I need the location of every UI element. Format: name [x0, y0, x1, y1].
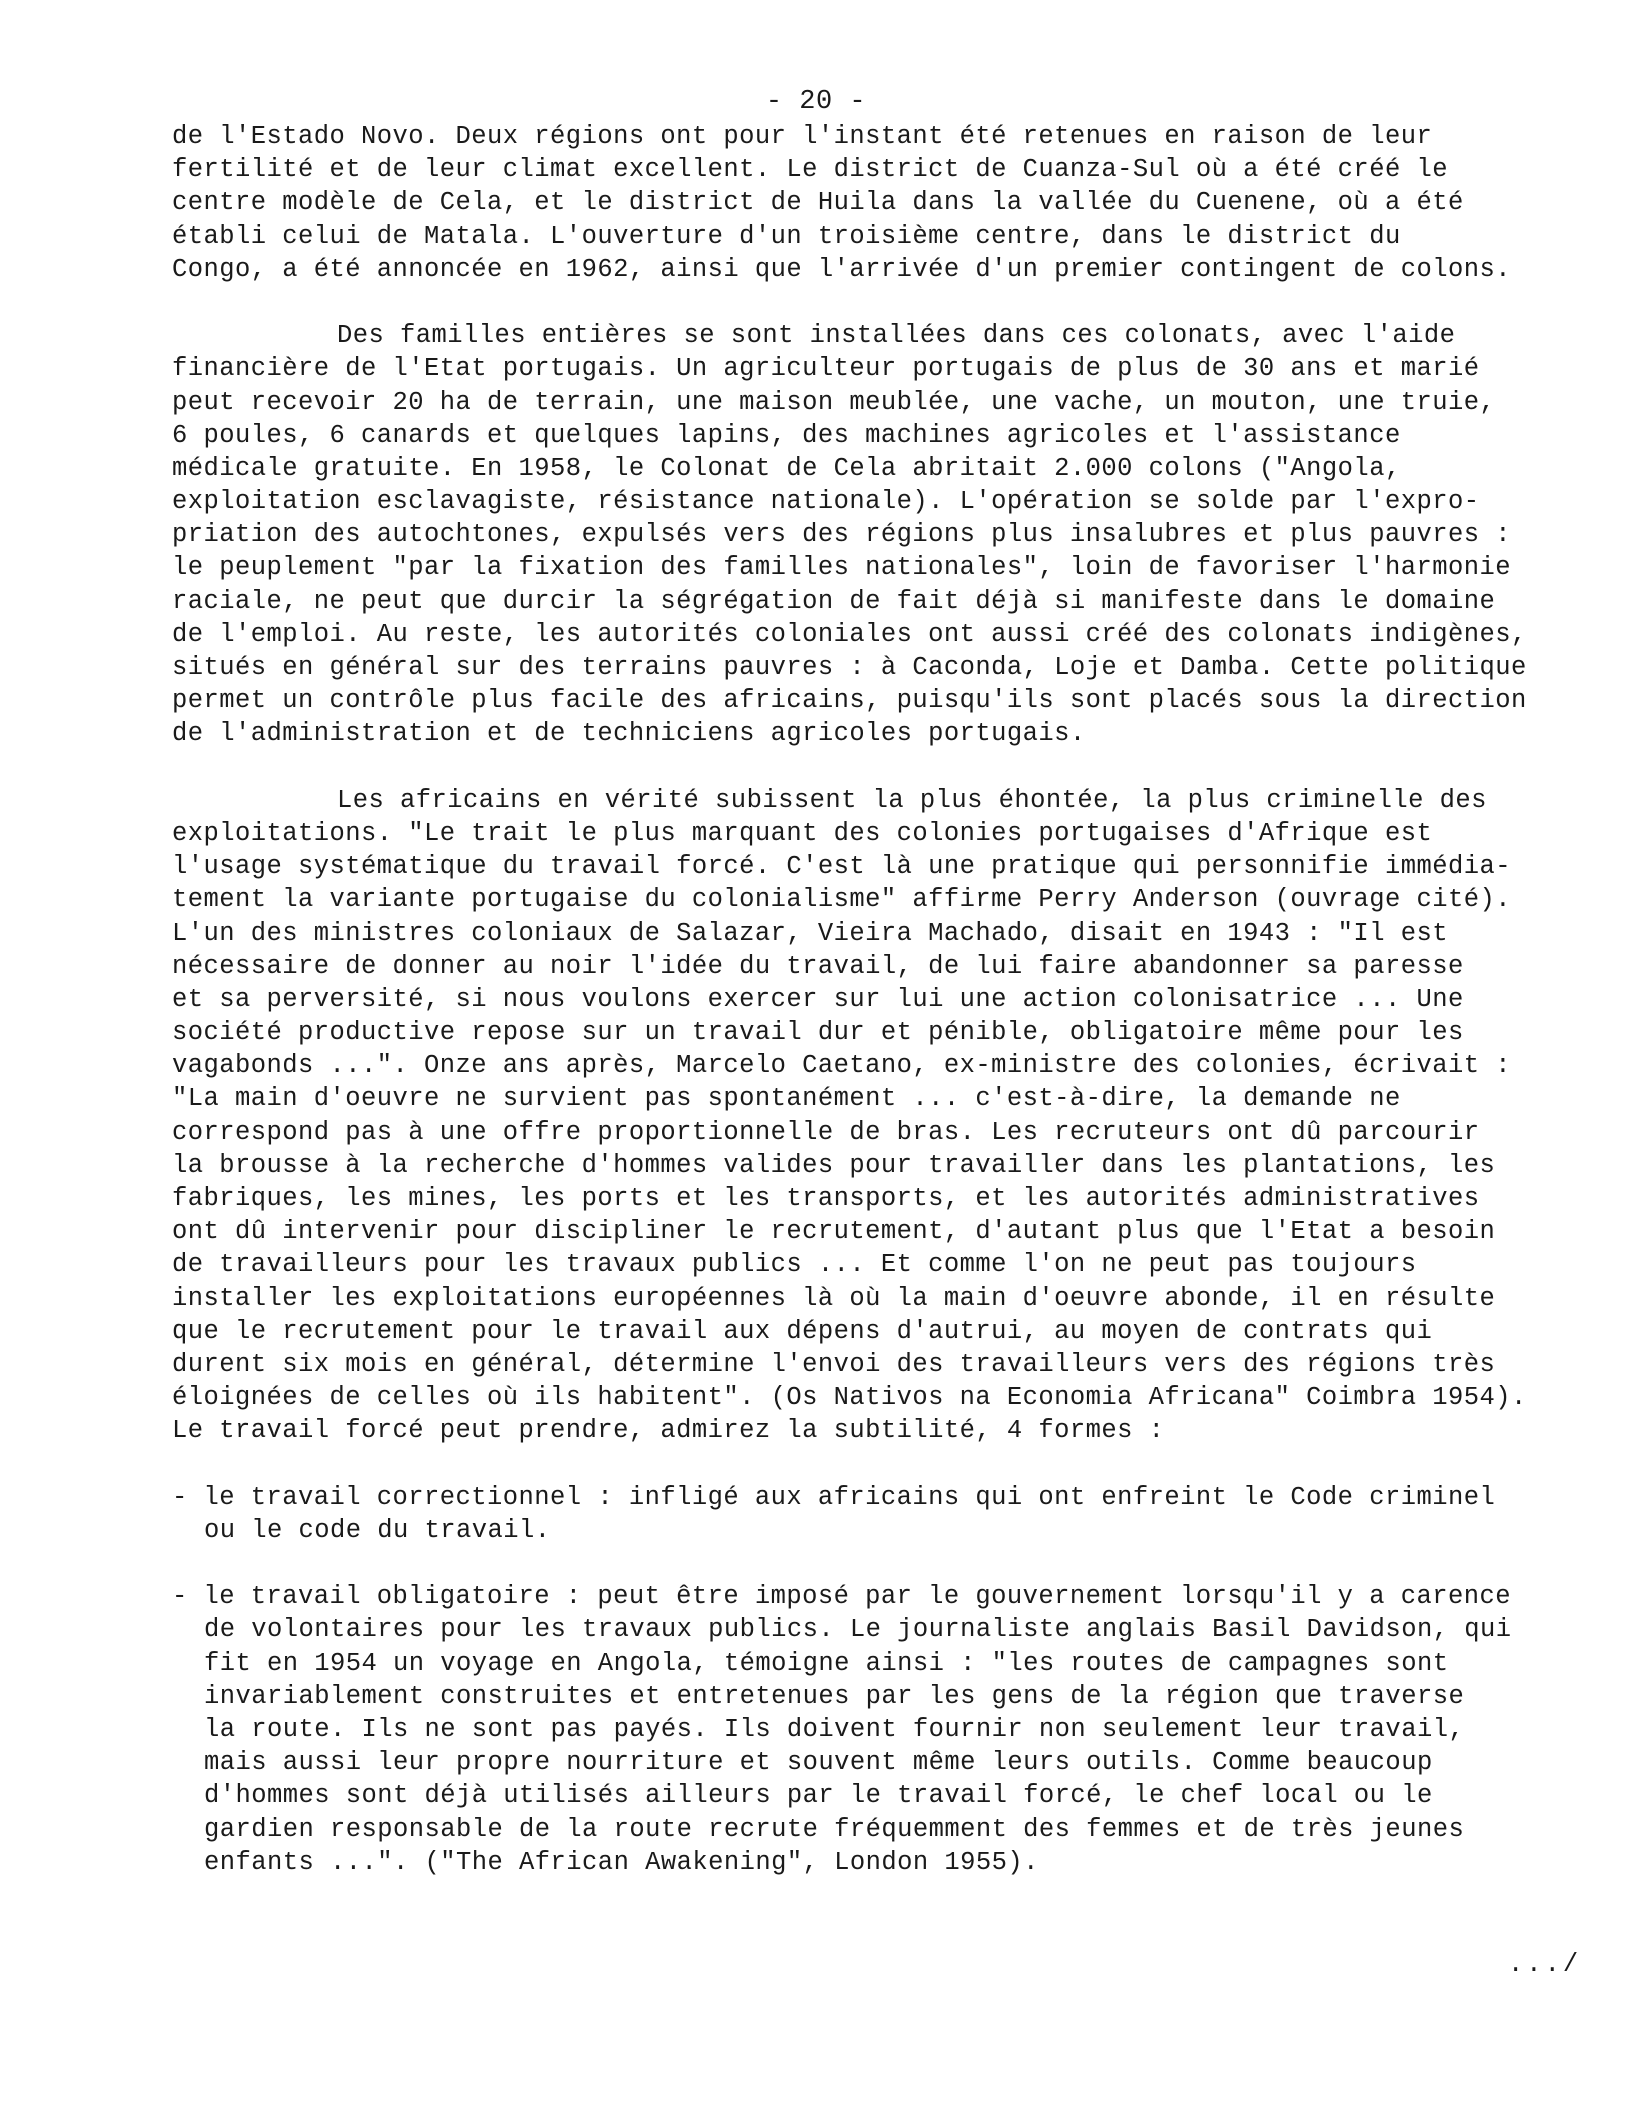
page-number: - 20 -: [765, 87, 867, 117]
text-line: nécessaire de donner au noir l'idée du travail, de lui faire abandonner sa paresse: [172, 951, 1464, 981]
text-line: raciale, ne peut que durcir la ségrégation de fait déjà si manifeste dans le domaine: [172, 586, 1496, 616]
text-line: priation des autochtones, expulsés vers des régions plus insalubres et plus pauvres :: [172, 520, 1511, 550]
text-line: situés en général sur des terrains pauvres : à Caconda, Loje et Damba. Cette politique: [172, 653, 1527, 682]
text-line: installer les exploitations européennes là où la main d'oeuvre abonde, il en résulte: [172, 1283, 1496, 1313]
text-line: L'un des ministres coloniaux de Salazar, Vieira Machado, disait en 1943 : "Il est: [172, 918, 1448, 948]
text-line: vagabonds ...". Onze ans après, Marcelo Caetano, ex-ministre des colonies, écrivait :: [172, 1051, 1511, 1081]
text-line: correspond pas à une offre proportionnelle de bras. Les recruteurs ont dû parcourir: [172, 1117, 1480, 1147]
text-line: Le travail forcé peut prendre, admirez la subtilité, 4 formes :: [172, 1416, 1165, 1446]
text-line: de travailleurs pour les travaux publics ... Et comme l'on ne peut pas toujours: [172, 1250, 1417, 1280]
text-line: invariablement construites et entretenues par les gens de la région que traverse: [204, 1681, 1465, 1711]
text-line: de l'Estado Novo. Deux régions ont pour l'instant été retenues en raison de leur: [172, 122, 1433, 151]
document-body: [172, 120, 1612, 1879]
paragraph-gap: [172, 751, 1612, 784]
text-line: centre modèle de Cela, et le district de Huila dans la vallée du Cuenene, où a été: [172, 188, 1464, 218]
text-line: gardien responsable de la route recrute fréquemment des femmes et de très jeunes: [204, 1814, 1465, 1844]
text-line: durent six mois en général, détermine l'envoi des travailleurs vers des régions très: [172, 1349, 1496, 1379]
text-line: de l'emploi. Au reste, les autorités coloniales ont aussi créé des colonats indigènes,: [172, 619, 1527, 649]
paragraph-2: [172, 319, 1612, 750]
text-line: - le travail obligatoire : peut être imposé par le gouvernement lorsqu'il y a carence: [172, 1582, 1511, 1612]
text-line: établi celui de Matala. L'ouverture d'un troisième centre, dans le district du: [172, 221, 1401, 251]
bullet-item-obligatoire: [172, 1580, 1612, 1879]
text-line: Les africains en vérité subissent la plus éhontée, la plus criminelle des: [337, 785, 1487, 815]
text-line: le peuplement "par la fixation des familles nationales", loin de favoriser l'harmonie: [172, 553, 1511, 583]
text-line: médicale gratuite. En 1958, le Colonat de Cela abritait 2.000 colons ("Angola,: [172, 453, 1401, 483]
text-line: la brousse à la recherche d'hommes valides pour travailler dans les plantations, les: [172, 1150, 1496, 1180]
text-line: éloignées de celles où ils habitent". (Os Nativos na Economia Africana" Coimbra 1954).: [172, 1383, 1527, 1413]
text-line: la route. Ils ne sont pas payés. Ils doivent fournir non seulement leur travail,: [204, 1715, 1465, 1744]
text-line: enfants ...". ("The African Awakening", London 1955).: [204, 1847, 1039, 1877]
bullet-item-correctionnel: [172, 1481, 1612, 1547]
text-line: l'usage systématique du travail forcé. C'est là une pratique qui personnifie immédia-: [172, 852, 1511, 882]
paragraph-3: [172, 784, 1612, 1448]
text-line: tement la variante portugaise du colonialisme" affirme Perry Anderson (ouvrage cité).: [172, 885, 1511, 915]
text-line: d'hommes sont déjà utilisés ailleurs par le travail forcé, le chef local ou le: [204, 1781, 1433, 1811]
paragraph-gap: [172, 1547, 1612, 1580]
text-line: de l'administration et de techniciens agricoles portugais.: [172, 719, 1086, 749]
text-line: ou le code du travail.: [204, 1515, 551, 1545]
text-line: ont dû intervenir pour discipliner le recrutement, d'autant plus que l'Etat a besoin: [172, 1217, 1496, 1247]
text-line: permet un contrôle plus facile des africains, puisqu'ils sont placés sous la direction: [172, 686, 1527, 716]
text-line: et sa perversité, si nous voulons exercer sur lui une action colonisatrice ... Une: [172, 984, 1464, 1014]
paragraph-1: [172, 120, 1612, 286]
text-line: fabriques, les mines, les ports et les transports, et les autorités administratives: [172, 1184, 1480, 1213]
text-line: société productive repose sur un travail dur et pénible, obligatoire même pour les: [172, 1018, 1464, 1048]
text-line: mais aussi leur propre nourriture et souvent même leurs outils. Comme beaucoup: [204, 1748, 1433, 1778]
paragraph-gap: [172, 1448, 1612, 1481]
text-line: fertilité et de leur climat excellent. Le district de Cuanza-Sul où a été créé le: [172, 155, 1448, 185]
paragraph-gap: [172, 286, 1612, 319]
text-line: "La main d'oeuvre ne survient pas spontanément ... c'est-à-dire, la demande ne: [172, 1084, 1401, 1114]
text-line: financière de l'Etat portugais. Un agriculteur portugais de plus de 30 ans et marié: [172, 354, 1480, 384]
text-line: exploitation esclavagiste, résistance nationale). L'opération se solde par l'expro-: [172, 487, 1480, 517]
text-line: fit en 1954 un voyage en Angola, témoigne ainsi : "les routes de campagnes sont: [204, 1648, 1449, 1678]
text-line: - le travail correctionnel : infligé aux africains qui ont enfreint le Code criminel: [172, 1482, 1496, 1512]
text-line: exploitations. "Le trait le plus marquant des colonies portugaises d'Afrique est: [172, 818, 1433, 848]
text-line: peut recevoir 20 ha de terrain, une maison meublée, une vache, un mouton, une truie,: [172, 387, 1496, 417]
text-line: que le recrutement pour le travail aux dépens d'autrui, au moyen de contrats qui: [172, 1316, 1433, 1346]
text-line: Des familles entières se sont installées dans ces colonats, avec l'aide: [337, 321, 1456, 351]
text-line: 6 poules, 6 canards et quelques lapins, des machines agricoles et l'assistance: [172, 420, 1401, 450]
text-line: Congo, a été annoncée en 1962, ainsi que l'arrivée d'un premier contingent de colons.: [172, 254, 1511, 284]
continuation-mark: .../: [1508, 1950, 1582, 1979]
text-line: de volontaires pour les travaux publics. Le journaliste anglais Basil Davidson, qui: [204, 1615, 1512, 1645]
